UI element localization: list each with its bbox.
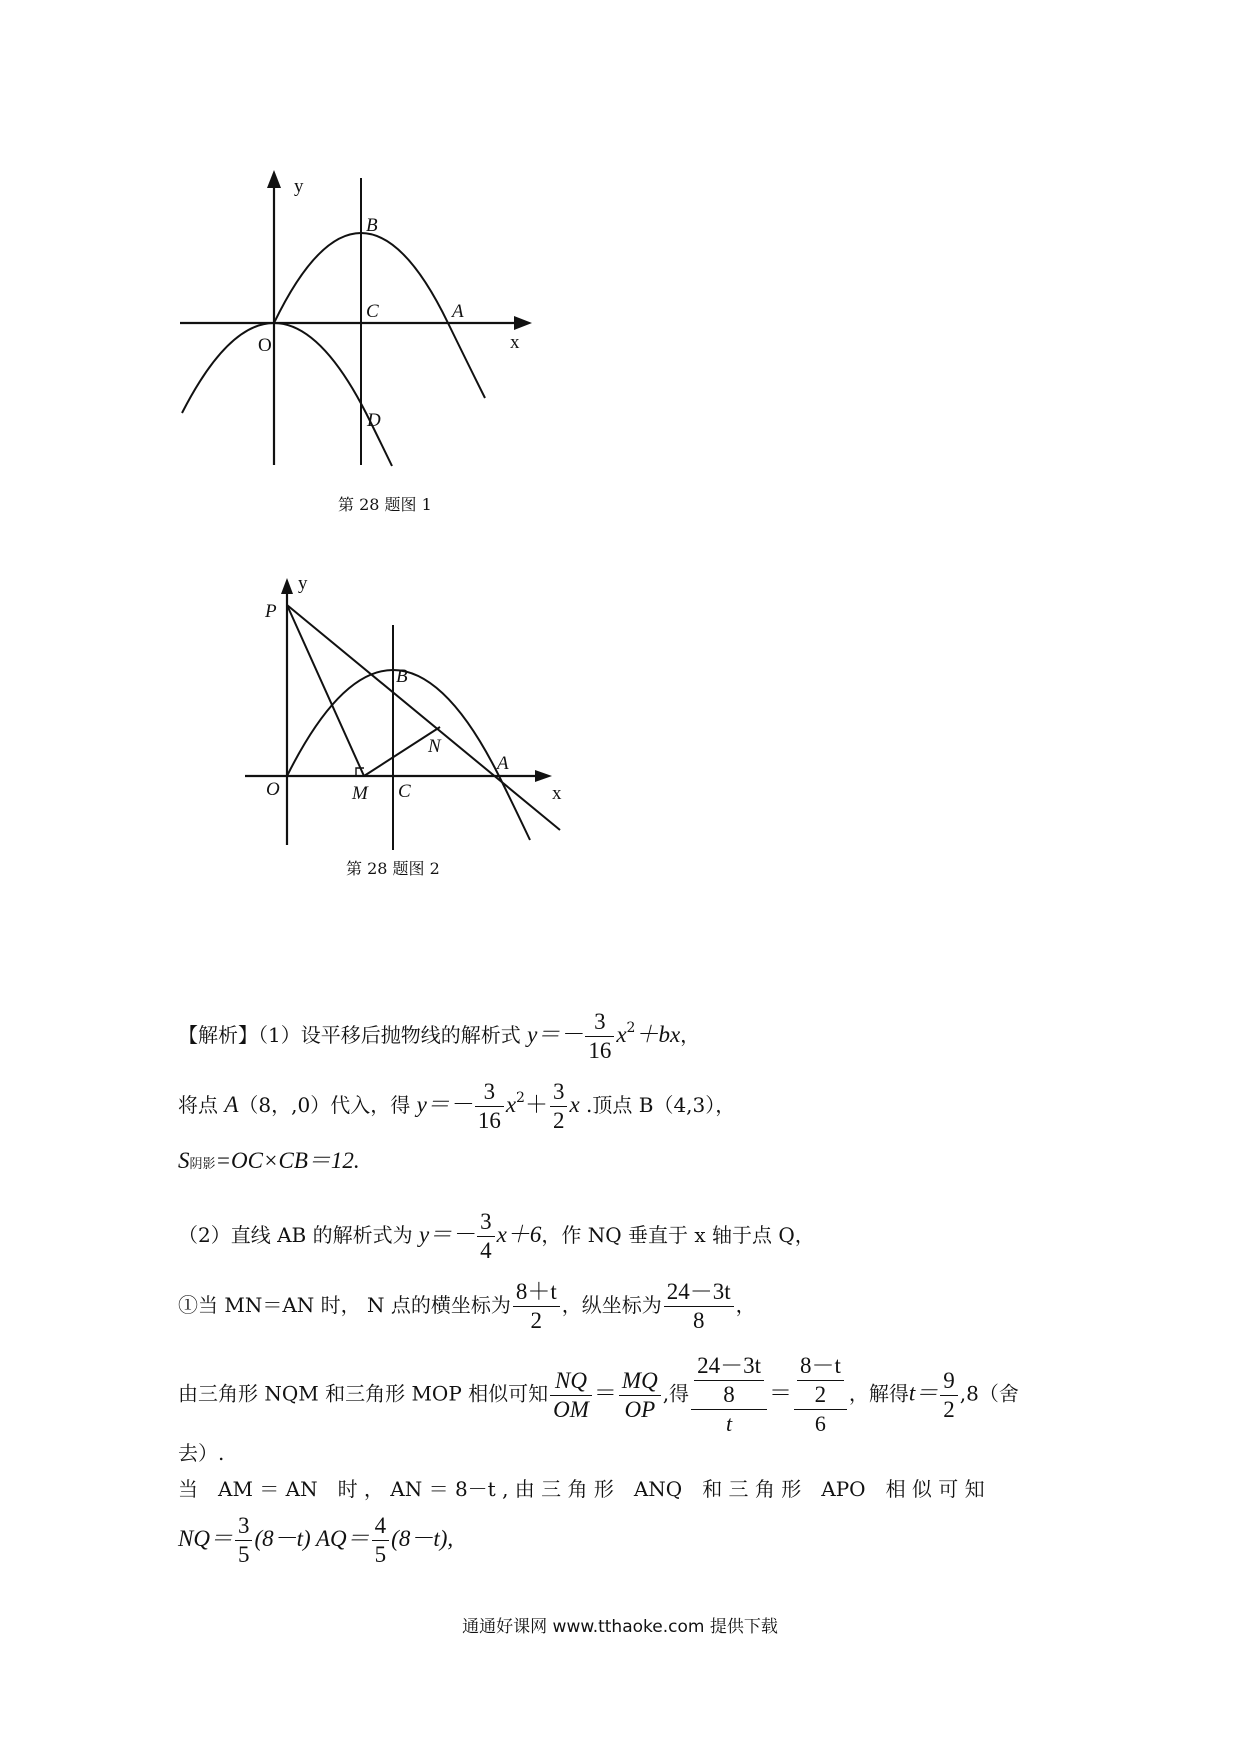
- point-c-label: C: [398, 781, 411, 802]
- fraction: $\frac{8+t}{2}$: [513, 1278, 560, 1335]
- fraction: $\frac{9}{2}$: [940, 1367, 958, 1424]
- solution-line-4: （2）直线 AB 的解析式为 y＝－ $\frac{3}{4}$ x＋6，作 NQ 垂直于 x 轴于点 Q，: [178, 1209, 815, 1263]
- y-axis-label: y: [298, 573, 308, 594]
- point-d-label: D: [367, 410, 381, 431]
- y-axis-arrow: [281, 578, 293, 594]
- fraction: $\frac{3}{4}$: [477, 1208, 495, 1265]
- compound-fraction: $\frac{\frac{8-t}{2}}{6}$: [794, 1352, 847, 1438]
- point-o-label: O: [266, 779, 280, 800]
- fraction: $\frac{3}{16}$: [585, 1008, 614, 1065]
- fraction: $\frac{3}{5}$: [235, 1512, 253, 1569]
- y-axis-arrow: [267, 170, 281, 188]
- point-a-label: A: [452, 301, 464, 322]
- solution-line-6: 由三角形 NQM 和三角形 MOP 相似可知 $\frac{NQ}{OM}$ ＝ $\frac{MQ}{OP}$ ,得 $\frac{\frac{24-3t}{8}}{t}$ ＝ $\frac{\frac{8-t}{2}}{6}$ ，解得t＝ $\frac{9}{2}$ ,8（舍: [178, 1353, 1019, 1436]
- solution-line-2: 将点 A（8，,0）代入，得 y＝－ $\frac{3}{16}$ $x^2+$ $\frac{3}{2}$ x .顶点 B（4,3），: [178, 1079, 736, 1133]
- compound-fraction: $\frac{\frac{24-3t}{8}}{t}$: [691, 1352, 767, 1438]
- point-n-label: N: [428, 736, 441, 757]
- fraction: $\frac{NQ}{OM}$: [550, 1367, 592, 1424]
- footer-credit: 通通好课网 www.tthaoke.com 提供下载: [462, 1617, 778, 1637]
- point-p-label: P: [265, 601, 277, 622]
- point-c-label: C: [366, 301, 379, 322]
- y-axis-label: y: [294, 176, 304, 197]
- heading: 【解析】（1）设平移后抛物线的解析式: [178, 1023, 521, 1047]
- x-axis-arrow: [514, 316, 532, 330]
- point-m-label: M: [352, 783, 368, 804]
- figure-1-caption: 第 28 题图 1: [338, 495, 432, 514]
- figure-2: [240, 565, 580, 855]
- x-axis-label: x: [510, 332, 520, 353]
- parabola: [287, 670, 530, 840]
- solution-line-8: 当 AM ＝ AN 时 ， AN ＝ 8－t , 由 三 角 形 ANQ 和 三 角 形 APO 相 似 可 知: [178, 1477, 985, 1501]
- point-b-label: B: [396, 666, 408, 687]
- figure-2-caption: 第 28 题图 2: [346, 859, 440, 878]
- fraction: $\frac{3}{2}$: [550, 1078, 568, 1135]
- point-o-label: O: [258, 335, 272, 356]
- solution-line-1: 【解析】（1）设平移后抛物线的解析式 y＝－ $\frac{3}{16}$ $x^2+bx$，: [178, 1009, 701, 1063]
- solution-line-3: S阴影=OC×CB＝12.: [178, 1148, 360, 1173]
- solution-line-9: NQ＝ $\frac{3}{5}$ (8－t) AQ＝ $\frac{4}{5}$ (8－t),: [178, 1513, 454, 1567]
- solution-line-7: 去）.: [178, 1441, 225, 1465]
- fraction: $\frac{MQ}{OP}$: [619, 1367, 661, 1424]
- line-pa: [287, 605, 560, 830]
- fraction: $\frac{24-3t}{8}$: [664, 1278, 734, 1335]
- solution-line-5: ①当 MN＝AN 时， N 点的横坐标为 $\frac{8+t}{2}$ ，纵坐标为 $\frac{24-3t}{8}$ ，: [178, 1279, 756, 1333]
- point-a-label: A: [497, 753, 509, 774]
- figure-1: [170, 160, 550, 480]
- fraction: $\frac{3}{16}$: [475, 1078, 504, 1135]
- x-axis-label: x: [552, 783, 562, 804]
- x-axis-arrow: [535, 770, 552, 782]
- fraction: $\frac{4}{5}$: [372, 1512, 390, 1569]
- math-y: y＝－: [527, 1022, 584, 1047]
- line-pm: [287, 605, 364, 776]
- point-b-label: B: [366, 215, 378, 236]
